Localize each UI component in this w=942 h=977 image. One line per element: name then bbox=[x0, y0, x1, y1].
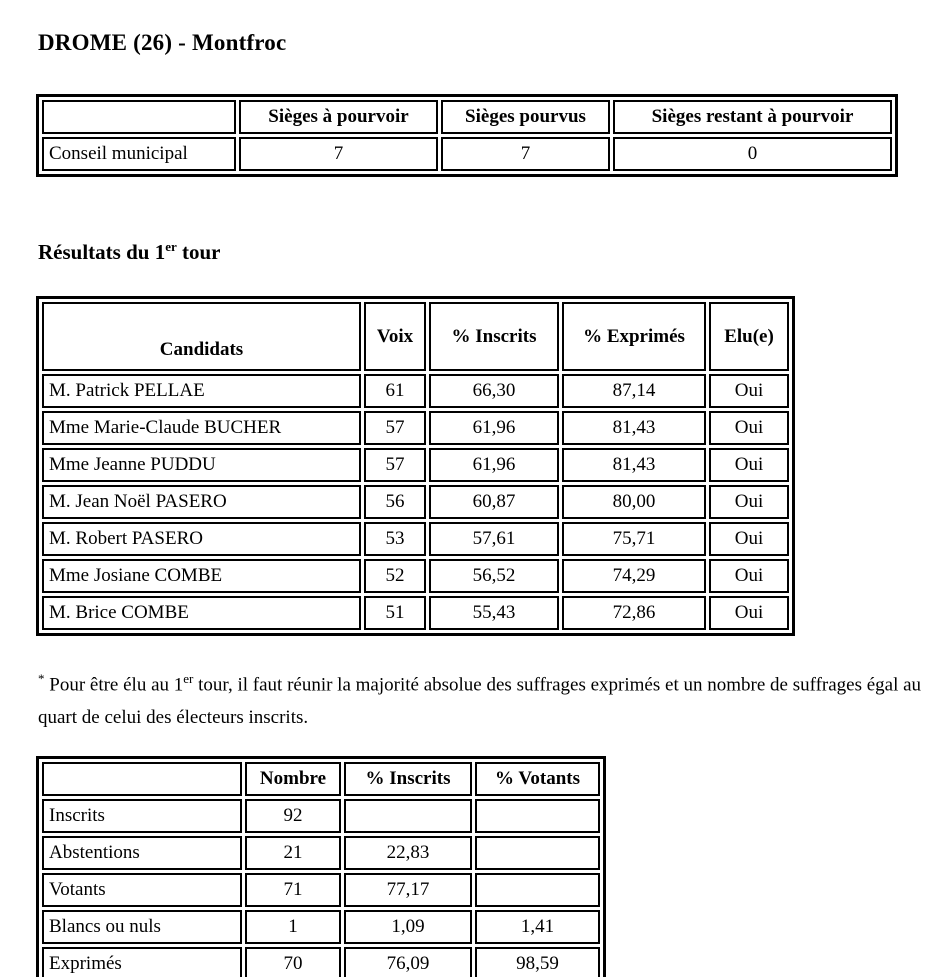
seats-header-restant: Sièges restant à pourvoir bbox=[613, 100, 892, 134]
pct-inscrits-cell: 61,96 bbox=[429, 411, 559, 445]
table-row bbox=[42, 947, 600, 977]
table-row bbox=[42, 910, 600, 944]
turnout-header-empty bbox=[42, 762, 242, 796]
pct-exprimes-cell: 81,43 bbox=[562, 448, 706, 482]
seats-header-pourvus: Sièges pourvus bbox=[441, 100, 610, 134]
results-heading-text-after: tour bbox=[176, 240, 221, 264]
turnout-row-label: Abstentions bbox=[42, 836, 242, 870]
pct-votants-cell bbox=[475, 873, 600, 907]
turnout-row-label: Blancs ou nuls bbox=[42, 910, 242, 944]
pct-exprimes-cell: 87,14 bbox=[562, 374, 706, 408]
nombre-cell: 92 bbox=[245, 799, 341, 833]
pct-inscrits-cell: 60,87 bbox=[429, 485, 559, 519]
elu-cell: Oui bbox=[709, 411, 789, 445]
elu-cell: Oui bbox=[709, 485, 789, 519]
voix-cell: 61 bbox=[364, 374, 426, 408]
candidate-name-cell: M. Robert PASERO bbox=[42, 522, 361, 556]
pct-votants-cell: 98,59 bbox=[475, 947, 600, 977]
pct-inscrits-cell: 1,09 bbox=[344, 910, 472, 944]
turnout-table bbox=[36, 756, 606, 977]
pct-votants-cell bbox=[475, 799, 600, 833]
turnout-row-label: Exprimés bbox=[42, 947, 242, 977]
pct-inscrits-cell: 22,83 bbox=[344, 836, 472, 870]
table-row bbox=[42, 596, 789, 630]
pct-exprimes-cell: 81,43 bbox=[562, 411, 706, 445]
pct-exprimes-cell: 80,00 bbox=[562, 485, 706, 519]
results-header-pct-exprimes: % Exprimés bbox=[562, 302, 706, 371]
pct-inscrits-cell: 76,09 bbox=[344, 947, 472, 977]
table-row bbox=[42, 873, 600, 907]
table-row bbox=[42, 448, 789, 482]
results-heading bbox=[38, 239, 912, 265]
candidate-name-cell: M. Patrick PELLAE bbox=[42, 374, 361, 408]
pct-inscrits-cell: 77,17 bbox=[344, 873, 472, 907]
candidate-name-cell: M. Brice COMBE bbox=[42, 596, 361, 630]
pct-inscrits-cell: 66,30 bbox=[429, 374, 559, 408]
page-title: DROME (26) - Montfroc bbox=[38, 30, 287, 55]
pct-exprimes-cell: 75,71 bbox=[562, 522, 706, 556]
seats-a-pourvoir-value: 7 bbox=[239, 137, 438, 171]
footnote-superscript: er bbox=[183, 671, 194, 686]
elu-cell: Oui bbox=[709, 559, 789, 593]
voix-cell: 53 bbox=[364, 522, 426, 556]
table-row bbox=[42, 522, 789, 556]
pct-votants-cell: 1,41 bbox=[475, 910, 600, 944]
pct-votants-cell bbox=[475, 836, 600, 870]
elu-cell: Oui bbox=[709, 596, 789, 630]
nombre-cell: 70 bbox=[245, 947, 341, 977]
turnout-header-nombre: Nombre bbox=[245, 762, 341, 796]
turnout-header-pct-inscrits: % Inscrits bbox=[344, 762, 472, 796]
pct-inscrits-cell bbox=[344, 799, 472, 833]
candidate-name-cell: Mme Marie-Claude BUCHER bbox=[42, 411, 361, 445]
majority-rule-footnote bbox=[38, 662, 933, 734]
candidate-name-cell: Mme Jeanne PUDDU bbox=[42, 448, 361, 482]
nombre-cell: 71 bbox=[245, 873, 341, 907]
turnout-header-pct-votants: % Votants bbox=[475, 762, 600, 796]
turnout-header-row bbox=[42, 762, 600, 796]
pct-inscrits-cell: 57,61 bbox=[429, 522, 559, 556]
voix-cell: 57 bbox=[364, 411, 426, 445]
table-row bbox=[42, 559, 789, 593]
turnout-row-label: Votants bbox=[42, 873, 242, 907]
candidate-name-cell: Mme Josiane COMBE bbox=[42, 559, 361, 593]
seats-table bbox=[36, 94, 898, 177]
table-row bbox=[42, 374, 789, 408]
voix-cell: 51 bbox=[364, 596, 426, 630]
seats-header-a-pourvoir: Sièges à pourvoir bbox=[239, 100, 438, 134]
voix-cell: 52 bbox=[364, 559, 426, 593]
results-header-row bbox=[42, 302, 789, 371]
seats-restant-value: 0 bbox=[613, 137, 892, 171]
elu-cell: Oui bbox=[709, 522, 789, 556]
results-header-voix: Voix bbox=[364, 302, 426, 371]
elu-cell: Oui bbox=[709, 374, 789, 408]
table-row bbox=[42, 411, 789, 445]
table-row bbox=[42, 485, 789, 519]
voix-cell: 57 bbox=[364, 448, 426, 482]
pct-inscrits-cell: 55,43 bbox=[429, 596, 559, 630]
results-header-candidats: Candidats bbox=[42, 302, 361, 371]
results-table bbox=[36, 296, 795, 636]
pct-inscrits-cell: 61,96 bbox=[429, 448, 559, 482]
seats-header-empty bbox=[42, 100, 236, 134]
nombre-cell: 1 bbox=[245, 910, 341, 944]
elu-cell: Oui bbox=[709, 448, 789, 482]
pct-exprimes-cell: 74,29 bbox=[562, 559, 706, 593]
footnote-text-after: tour, il faut réunir la majorité absolue des suffrages exprimés et un nombre de suffrages égal au quart de celui des électeurs inscrits. bbox=[38, 674, 922, 729]
results-header-pct-inscrits: % Inscrits bbox=[429, 302, 559, 371]
results-header-elu: Elu(e) bbox=[709, 302, 789, 371]
seats-pourvus-value: 7 bbox=[441, 137, 610, 171]
table-row bbox=[42, 799, 600, 833]
pct-inscrits-cell: 56,52 bbox=[429, 559, 559, 593]
results-heading-superscript: er bbox=[165, 239, 177, 254]
voix-cell: 56 bbox=[364, 485, 426, 519]
turnout-row-label: Inscrits bbox=[42, 799, 242, 833]
candidate-name-cell: M. Jean Noël PASERO bbox=[42, 485, 361, 519]
seats-header-row bbox=[42, 100, 892, 134]
nombre-cell: 21 bbox=[245, 836, 341, 870]
table-row bbox=[42, 836, 600, 870]
pct-exprimes-cell: 72,86 bbox=[562, 596, 706, 630]
table-row bbox=[42, 137, 892, 171]
results-heading-text: Résultats du 1 bbox=[38, 240, 166, 264]
seats-row-label: Conseil municipal bbox=[42, 137, 236, 171]
footnote-asterisk: * bbox=[38, 671, 45, 686]
footnote-text: Pour être élu au 1 bbox=[44, 674, 184, 696]
